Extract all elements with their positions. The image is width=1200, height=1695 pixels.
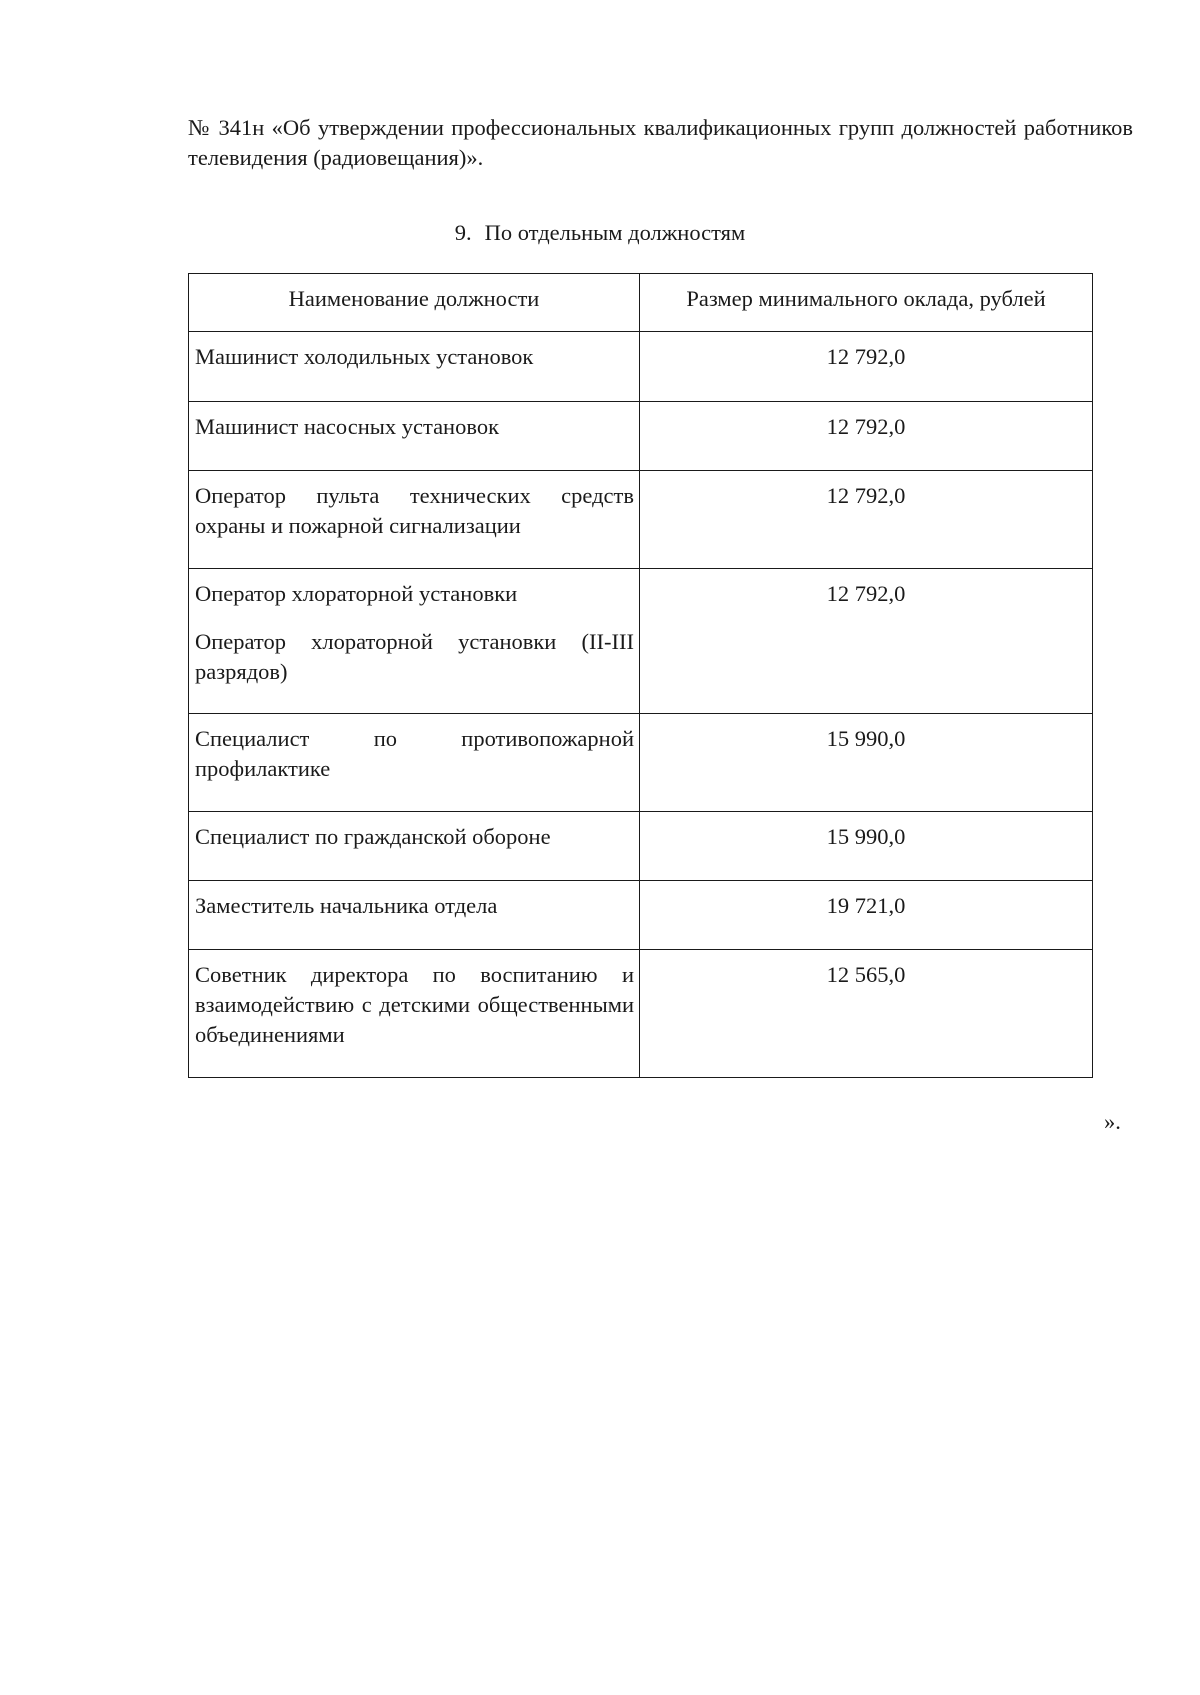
- table-row: [189, 950, 1093, 1078]
- position-name-cell: [189, 332, 640, 402]
- positions-table: [188, 273, 1093, 1078]
- section-number: 9.: [454, 220, 472, 245]
- table-header-row: [189, 274, 1093, 332]
- position-name: Специалист по противопожарной профилактике: [195, 726, 634, 781]
- intro-paragraph: № 341н «Об утверждении профессиональных квалификационных групп должностей работников телевидения (радиовещания)».: [188, 115, 1133, 170]
- salary-cell: 15 990,0: [640, 714, 1093, 812]
- position-name: Машинист холодильных установок: [195, 344, 534, 369]
- table-row: [189, 471, 1093, 569]
- section-title: По отдельным должностям: [484, 220, 746, 245]
- position-name-subtype: Оператор хлораторной установки (II-III разрядов): [195, 629, 634, 684]
- position-name-cell: [189, 881, 640, 950]
- column-header-salary: Размер минимального оклада, рублей: [640, 274, 1093, 332]
- salary-cell: 19 721,0: [640, 881, 1093, 950]
- salary-cell: 12 792,0: [640, 471, 1093, 569]
- position-name: Советник директора по воспитанию и взаимодействию с детскими общественными объединениями: [195, 962, 634, 1047]
- salary-cell: 12 792,0: [640, 332, 1093, 402]
- salary-cell: 12 565,0: [640, 950, 1093, 1078]
- position-name: Оператор хлораторной установки: [195, 581, 518, 606]
- table-row: [189, 812, 1093, 881]
- column-header-position: Наименование должности: [189, 274, 640, 332]
- position-name: Оператор пульта технических средств охраны и пожарной сигнализации: [195, 483, 634, 538]
- table-row: [189, 332, 1093, 402]
- position-name: Специалист по гражданской обороне: [195, 824, 551, 849]
- position-name: Машинист насосных установок: [195, 414, 500, 439]
- position-name-cell: [189, 714, 640, 812]
- section-heading: [0, 218, 1200, 248]
- position-name-cell: [189, 812, 640, 881]
- table-row: [189, 569, 1093, 714]
- position-name-cell: [189, 471, 640, 569]
- salary-cell: 12 792,0: [640, 402, 1093, 471]
- position-name-cell: [189, 402, 640, 471]
- salary-cell: 15 990,0: [640, 812, 1093, 881]
- table-row: [189, 402, 1093, 471]
- table-row: [189, 714, 1093, 812]
- position-name: Заместитель начальника отдела: [195, 893, 498, 918]
- table-row: [189, 881, 1093, 950]
- closing-quote-mark: ».: [1104, 1109, 1121, 1134]
- position-name-cell: [189, 569, 640, 714]
- salary-cell: 12 792,0: [640, 569, 1093, 714]
- position-name-cell: [189, 950, 640, 1078]
